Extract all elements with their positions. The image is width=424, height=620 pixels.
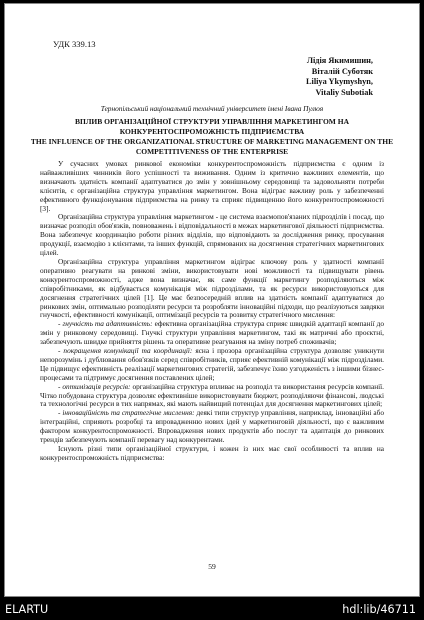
repository-name: ELARTU [5, 603, 49, 616]
paragraph: У сучасних умовах ринкової економіки конкурентоспроможність підприємства є одним із найважливіших чинників його успішності та виживання. Одним із критично важливих елементів, що визначають здатність компанії адаптуватися до змін у зовнішньому середовищі та задовольняти потреби клієнтів, є організаційна структура управління маркетингом. Вона відіграє важливу роль у забезпеченні ефективного функціонування підприємства на ринку та сприяє підвищенню його конкурентоспроможності [3]. [40, 159, 384, 213]
author-line: Liliya Ykymyshyn, [305, 77, 373, 87]
bullet-item [40, 320, 384, 347]
title-ukrainian: ВПЛИВ ОРГАНІЗАЦІЙНОЇ СТРУКТУРИ УПРАВЛІННЯ МАРКЕТИНГОМ НА КОНКУРЕНТОСПРОМОЖНІСТЬ ПІДПРИЄМСТВА [74, 117, 350, 136]
author-block [306, 56, 373, 98]
bullet-text: ясна і прозора організаційна структура дозволяє уникнути непорозумінь і дублювання обов'язків серед співробітників, сприяє ефективній комунікації між підрозділами. Це підвищує ефективність реалізації маркетингових стратегій, забезпечує їхню узгодженість з іншими бізнес-процесами та підтримує досягнення поставлених цілей; [40, 346, 384, 382]
article-body [40, 160, 384, 463]
affiliation: Тернопільський національний технічний університет імені Івана Пулюя [100, 104, 324, 113]
author-line: Лідія Якимишин, [306, 56, 373, 65]
title-block [27, 117, 397, 157]
bullet-text: ефективна організаційна структура сприяє швидкій адаптації компанії до змін у ринковому середовищі. Гнучкі структури управління маркетингом, такі як матричні або проєктні, забезпечують швидке прийняття рішень та оперативне реагування на зміну потреб споживачів; [40, 319, 385, 347]
page-number: 59 [208, 562, 216, 571]
bullet-item [40, 347, 384, 383]
bullet-text: деякі типи структур управління, наприклад, інноваційні або інтеграційні, сприяють розробці та впровадженню нових ідей у маркетинговій діяльності, що є важливим фактором конкурентоспроможності. Впровадження нових продуктів або послуг та адаптація до ринкових трендів забезпечують компанії перевагу над конкурентами. [40, 408, 385, 445]
bullet-item [40, 409, 384, 445]
handle-id: hdl:lib/46711 [342, 603, 416, 616]
bullet-item [40, 383, 384, 410]
bullet-term: - гнучкість та адаптивність: [58, 319, 153, 329]
paragraph: Організаційна структура управління маркетингом - це система взаємопов'язаних підрозділів і посад, що визначає розподіл обов'язків, повноважень і відповідальності в межах маркетингової діяльності підприємства. Вона забезпечує координацію роботи різних відділів, що відповідають за дослідження ринку, просування продукції, взаємодію з клієнтами, та інших функцій, спрямованих на досягнення стратегічних маркетингових цілей. [40, 212, 384, 258]
paragraph: Існують різні типи організаційної структури, і кожен із них має свої особливості та вплив на конкурентоспроможність підприємства: [40, 444, 384, 462]
bullet-term: - інноваційність та стратегічне мислення: [58, 408, 195, 418]
bullet-term: - оптимізація ресурсів: [58, 381, 131, 391]
author-line: Віталій Суботяк [311, 66, 373, 76]
bullet-term: - покращення комунікації та координації: [58, 346, 193, 356]
udc-code: УДК 339.13 [53, 39, 96, 49]
repository-footer [0, 597, 424, 620]
title-english: THE INFLUENCE OF THE ORGANIZATIONAL STRUCTURE OF MARKETING MANAGEMENT ON THE COMPETITIVENESS OF THE ENTERPRISE [30, 137, 394, 156]
document-page [4, 3, 420, 597]
paragraph: Організаційна структура управління маркетингом відіграє ключову роль у здатності компанії оперативно реагувати на ринкові зміни, використовувати нові можливості та підвищувати рівень конкурентоспроможності, адже вона визначає, як саме функції маркетингу розподіляються між співробітниками, як відбувається комунікація між підрозділами, та як ресурси використовуються для досягнення стратегічних цілей [1]. Це має безпосередній вплив на здатність компанії адаптуватися до ринкових змін, оптимально розподіляти ресурси та розробляти інноваційні підходи, що реалізуються завдяки гнучкості, ефективності комунікації, оптимізації ресурсів та розвитку стратегічного мислення: [40, 256, 384, 320]
bullet-text: організаційна структура впливає на розподіл та використання ресурсів компанії. Чітко побудована структура дозволяє ефективніше використовувати бюджет, розподіляючи фінансові, людські та технологічні ресурси в тих напрямах, які мають найвищий потенціал для досягнення маркетингових цілей; [40, 381, 384, 409]
author-line: Vitaliy Subotiak [315, 87, 373, 97]
